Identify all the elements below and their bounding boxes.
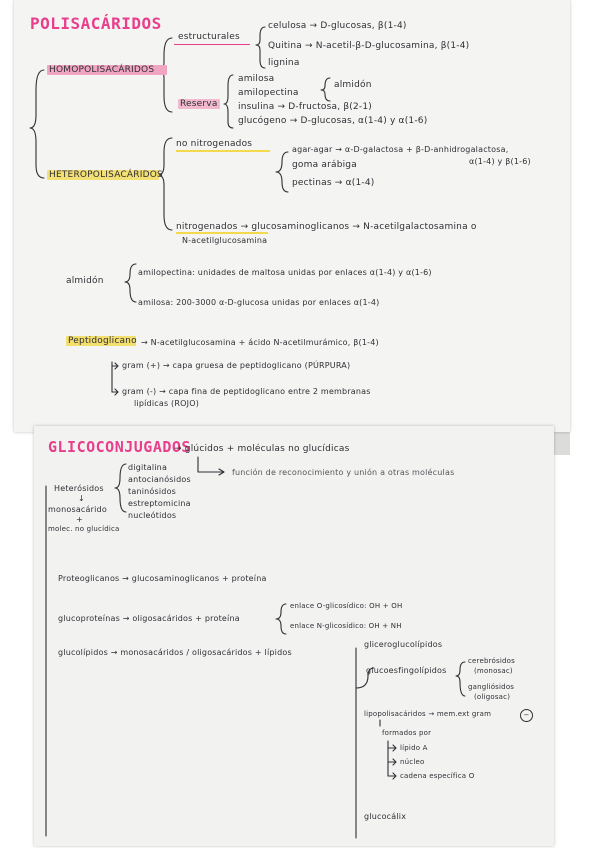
glucolipidos-line: glucolípidos → monosacáridos / oligosacáridos + lípidos	[58, 648, 292, 657]
heterosidos-monosacarido: monosacárido	[48, 505, 107, 514]
gliceroglucolipidos: gliceroglucolípidos	[364, 640, 443, 649]
glicoconjugados-definition: → glúcidos + moléculas no glucídicas	[174, 444, 350, 454]
lipido-a: lípido A	[400, 744, 428, 752]
celulosa-line: celulosa → D-glucosas, β(1-4)	[268, 21, 407, 31]
estructurales-label: estructurales	[178, 32, 240, 42]
gram-negative-line-2: lipídicas (ROJO)	[134, 399, 200, 408]
amilopectina-line: amilopectina	[238, 88, 299, 98]
nucleo: núcleo	[400, 758, 425, 766]
lignina-line: lignina	[268, 58, 300, 68]
pectinas-line: pectinas → α(1-4)	[292, 178, 375, 188]
cerebrosidos: cerebrósidos	[468, 657, 516, 665]
proteoglicanos-line: Proteoglicanos → glucosaminoglicanos + proteína	[58, 574, 267, 583]
enlace-n-glicosidico: enlace N-glicosídico: OH + NH	[290, 622, 402, 630]
heterosidos-plus: +	[76, 515, 83, 524]
quitina-line: Quitina → N-acetil-β-D-glucosamina, β(1-4)	[268, 41, 470, 51]
glucogeno-line: glucógeno → D-glucosas, α(1-4) y α(1-6)	[238, 116, 428, 126]
glucoesfingolipidos: glucoesfingolípidos	[366, 666, 447, 675]
no-nitrogenados-label: no nitrogenados	[176, 139, 253, 149]
amilosa-definition: amilosa: 200-3000 α-D-glucosa unidas por enlaces α(1-4)	[138, 298, 380, 307]
lipopolisacaridos: lipopolisacáridos → mem.ext gram	[364, 710, 492, 718]
gram-negative-circle: −	[520, 709, 533, 722]
page-title-polisacaridos: POLISACÁRIDOS	[30, 14, 162, 33]
heteropolisacaridos-label: HETEROPOLISACÁRIDOS	[49, 170, 163, 180]
page-title-glicoconjugados: GLICOCONJUGADOS	[48, 438, 191, 456]
insulina-line: insulina → D-fructosa, β(2-1)	[238, 102, 373, 112]
heterosido-antocianosidos: antocianósidos	[128, 475, 191, 484]
outline-braces-2	[34, 426, 554, 846]
peptidoglicano-label: Peptidoglicano	[68, 336, 137, 346]
nitrogenados-line-2: N-acetilglucosamina	[182, 236, 268, 245]
function-note: función de reconocimiento y unión a otras moléculas	[232, 468, 455, 477]
glucoproteinas-line: glucoproteínas → oligosacáridos + proteína	[58, 614, 240, 623]
almidon-label-small: almidón	[334, 80, 372, 90]
gram-positive-line: gram (+) → capa gruesa de peptidoglicano (PÚRPURA)	[122, 361, 351, 370]
nitrogenados-line: nitrogenados → glucosaminoglicanos → N-acetilgalactosamina o	[176, 222, 477, 232]
notebook-page-glicoconjugados	[34, 426, 554, 846]
heterosido-taninosidos: taninósidos	[128, 487, 177, 496]
amilosa-line: amilosa	[238, 74, 275, 84]
peptidoglicano-line: → N-acetilglucosamina + ácido N-acetilmurámico, β(1-4)	[141, 338, 379, 347]
reserva-label: Reserva	[180, 99, 218, 109]
amilopectina-definition: amilopectina: unidades de maltosa unidas por enlaces α(1-4) y α(1-6)	[138, 268, 432, 277]
almidon-label: almidón	[66, 276, 104, 286]
heterosidos-arrow: ↓	[78, 494, 85, 503]
notebook-page-polisacaridos	[14, 0, 570, 432]
heterosido-nucleotidos: nucleótidos	[128, 511, 177, 520]
heterosidos-molec: molec. no glucídica	[48, 525, 120, 533]
heterosido-estreptomicina: estreptomicina	[128, 499, 191, 508]
homopolisacaridos-label: HOMOPOLISACÁRIDOS	[49, 65, 155, 75]
agar-line: agar-agar → α-D-galactosa + β-D-anhidrogalactosa,	[292, 145, 509, 154]
enlace-o-glicosidico: enlace O-glicosídico: OH + OH	[290, 602, 403, 610]
glucocalix: glucocálix	[364, 812, 407, 821]
heterosidos-label: Heterósidos	[54, 484, 104, 493]
underline-no-nitrogenados	[176, 150, 270, 152]
gangliosidos: gangliósidos	[468, 683, 515, 691]
formados-por: formados por	[382, 729, 432, 737]
goma-arabiga-line: goma arábiga	[292, 160, 357, 170]
gangliosidos-oligosac: (oligosac)	[474, 693, 511, 701]
cerebrosidos-monosac: (monosac)	[474, 667, 513, 675]
heterosido-digitalina: digitalina	[128, 463, 168, 472]
cadena-especifica-o: cadena específica O	[400, 772, 475, 780]
gram-negative-line: gram (-) → capa fina de peptidoglicano entre 2 membranas	[122, 387, 371, 396]
agar-bonds: α(1-4) y β(1-6)	[469, 157, 531, 166]
underline-estructurales	[174, 44, 250, 45]
